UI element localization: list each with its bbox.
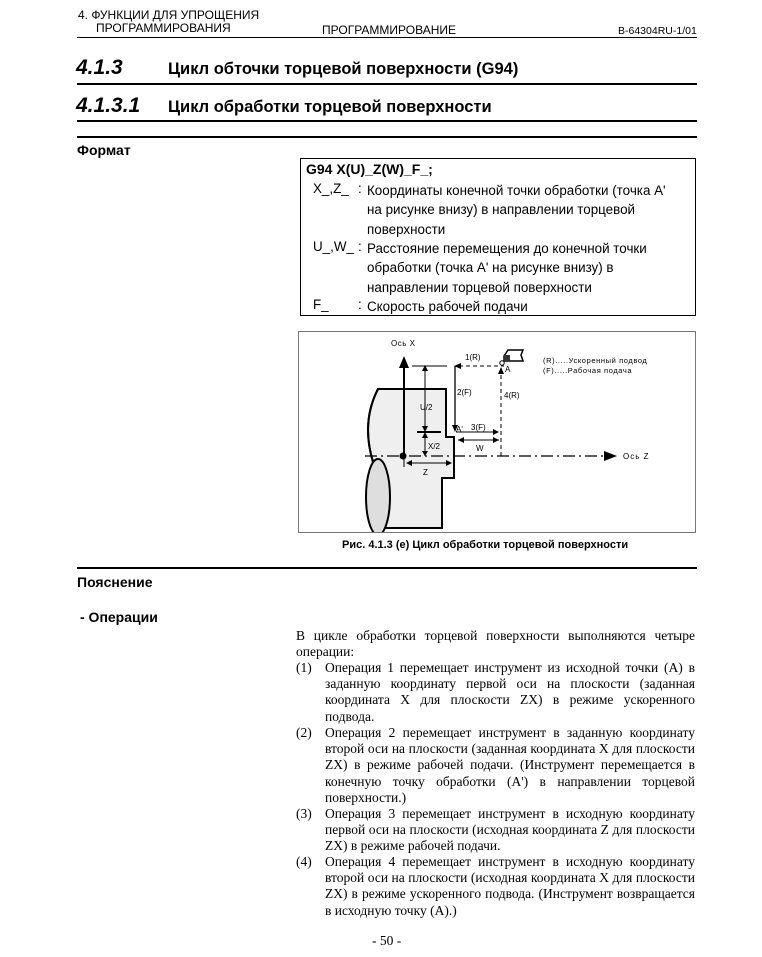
label-w: W (476, 444, 484, 453)
label-z: Z (423, 468, 428, 477)
label-a: A (505, 365, 511, 374)
label-u2: U/2 (420, 403, 433, 412)
operation-item-1 (296, 660, 695, 724)
operation-number: (4) (296, 854, 312, 869)
subsection-title: Цикл обработки торцевой поверхности (168, 98, 492, 116)
param-desc-uw (367, 239, 687, 297)
figure-frame (298, 331, 696, 533)
operation-number: (1) (296, 660, 312, 675)
param-colon: : (358, 239, 362, 254)
param-desc-xz (367, 181, 687, 239)
param-desc-line: Координаты конечной точки обработки (точка A' (367, 183, 666, 198)
label-op3: 3(F) (471, 423, 486, 432)
param-desc-line: направлении торцевой поверхности (367, 279, 592, 295)
explanation-label: Пояснение (77, 574, 153, 590)
z-axis-arrow (604, 451, 617, 461)
x-axis-arrow (399, 356, 409, 368)
figure-caption: Рис. 4.1.3 (e) Цикл обработки торцевой поверхности (342, 539, 629, 551)
section-title: Цикл обточки торцевой поверхности (G94) (168, 60, 519, 78)
param-desc-f (367, 297, 687, 316)
operation-text: Операция 4 перемещает инструмент в исходную координату второй оси на плоскости (исходная координата X для плоскости ZX) в режиме ускоренного подвода. (Инструмент возвращается в исходную точку (A).) (325, 854, 695, 918)
format-rule (77, 136, 697, 138)
cutting-tool-icon (504, 350, 523, 361)
format-box (300, 158, 696, 316)
workpiece (366, 389, 454, 532)
operation-item-2 (296, 725, 695, 805)
operation-item-4 (296, 854, 695, 918)
label-op1: 1(R) (465, 353, 481, 362)
header-chapter-line1: 4. ФУНКЦИИ ДЛЯ УПРОЩЕНИЯ (78, 8, 260, 22)
operation-text: Операция 1 перемещает инструмент из исходной точки (A) в заданную координату первой оси на плоскости (заданная координата X для плоскости ZX) в режиме ускоренного подвода. (325, 660, 695, 724)
section-number: 4.1.3 (76, 56, 123, 79)
operation-number: (3) (296, 806, 312, 821)
operation-number: (2) (296, 725, 312, 740)
header-rule (77, 37, 697, 38)
param-colon: : (358, 181, 362, 196)
explanation-rule (77, 567, 697, 569)
label-a-prime: A' (456, 425, 463, 434)
operation-text: Операция 3 перемещает инструмент в исходную координату первой оси на плоскости (исходная координата Z для плоскости ZX) в режиме рабочей подачи. (325, 806, 695, 854)
section-rule (77, 83, 697, 85)
point-a-marker (500, 361, 504, 365)
label-op2: 2(F) (457, 388, 472, 397)
param-colon: : (358, 297, 362, 312)
operations-label: - Операции (80, 609, 158, 625)
format-command: G94 X(U)_Z(W)_F_; (306, 161, 433, 177)
origin-point (400, 453, 407, 460)
label-op4: 4(R) (504, 391, 520, 400)
axis-z-label: Ось Z (623, 452, 650, 461)
operation-text: Операция 2 перемещает инструмент в заданную координату второй оси на плоскости (заданная координата X для плоскости ZX) в режиме рабочей подачи. (Инструмент перемещается в конечную точку обработки (A') в направлении торцевой поверхности.) (325, 725, 695, 805)
param-desc-line: обработки (точка A' на рисунке внизу) в (367, 260, 614, 276)
param-desc-line: Скорость рабочей подачи (367, 299, 528, 314)
axis-x-label: Ось X (391, 339, 416, 348)
header-center: ПРОГРАММИРОВАНИЕ (322, 23, 456, 37)
subsection-number: 4.1.3.1 (76, 94, 141, 117)
format-label: Формат (77, 142, 131, 158)
label-x2: X/2 (428, 442, 441, 451)
param-desc-line: на рисунке внизу) в направлении торцевой (367, 202, 636, 218)
face-cutting-cycle-diagram (299, 332, 695, 532)
legend-feed: (F).....Рабочая подача (543, 366, 633, 375)
page-number: - 50 - (372, 933, 402, 948)
param-desc-line: поверхности (367, 221, 446, 237)
subsection-rule (77, 120, 697, 122)
legend-rapid: (R).....Ускоренный подвод (543, 356, 648, 365)
param-key-xz: X_,Z_ (313, 181, 349, 196)
header-chapter-line2: ПРОГРАММИРОВАНИЯ (96, 21, 231, 35)
header-doc-code: B-64304RU-1/01 (618, 25, 697, 37)
operations-intro: В цикле обработки торцевой поверхности выполняются четыре операции: (296, 628, 695, 660)
param-key-uw: U_,W_ (313, 239, 354, 254)
param-key-f: F_ (313, 297, 329, 312)
operation-item-3 (296, 806, 695, 854)
param-desc-line: Расстояние перемещения до конечной точки (367, 241, 647, 256)
